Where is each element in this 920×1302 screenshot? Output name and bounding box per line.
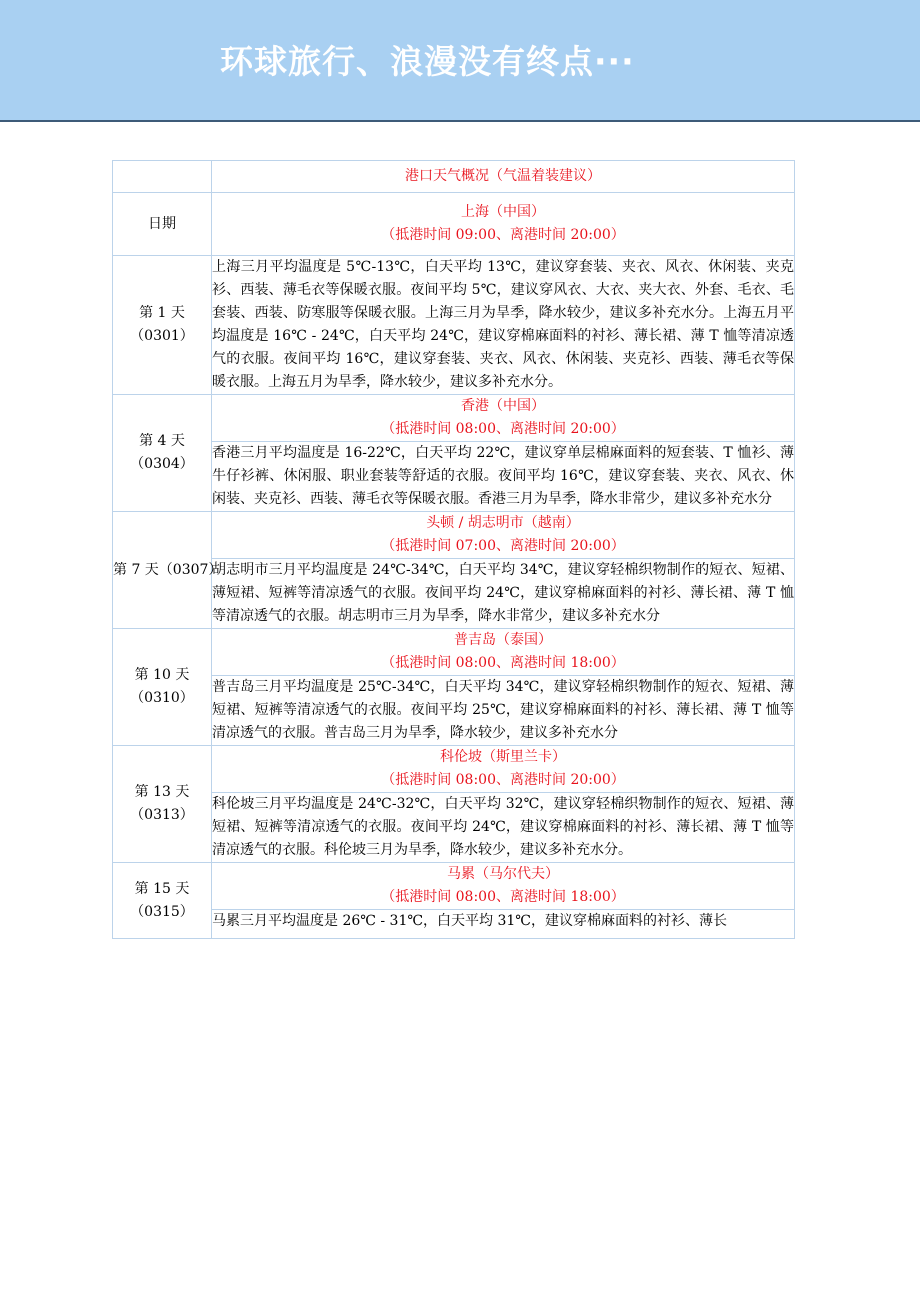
table-row [113,559,795,629]
weather-description: 普吉岛三月平均温度是 25℃-34℃，白天平均 34℃，建议穿轻棉织物制作的短衣、短裙、薄短裙、短裤等清凉透气的衣服。夜间平均 25℃，建议穿棉麻面料的衬衫、薄长裙、薄 T 恤等清凉透气的衣服。普吉岛三月为旱季，降水较少，建议多补充水分 [212,676,795,746]
port-times: （抵港时间 09:00、离港时间 20:00） [381,227,625,243]
port-name: 科伦坡（斯里兰卡） [440,749,566,765]
table-row [113,793,795,863]
port-name: 马累（马尔代夫） [447,866,559,882]
weather-description-text: 马累三月平均温度是 26℃ - 31℃，白天平均 31℃，建议穿棉麻面料的衬衫、薄长 [212,913,727,929]
table-row [113,512,795,559]
port-times: （抵港时间 08:00、离港时间 20:00） [381,772,625,788]
page-banner [0,0,920,122]
date-label: 日期 [113,193,212,256]
table-row [113,676,795,746]
table-row [113,910,795,939]
day-code: （0315） [130,903,194,920]
day-code: （0304） [130,456,194,472]
weather-description [212,910,795,939]
port-header-shanghai [212,193,795,256]
port-name: 香港（中国） [461,398,545,414]
caption-spacer-cell [113,161,212,193]
day-label: 第 13 天 [134,784,190,800]
port-name: 普吉岛（泰国） [454,632,552,648]
table-row [113,863,795,910]
table-row [113,629,795,676]
table-row [113,256,795,395]
day-cell [113,863,212,939]
weather-description: 上海三月平均温度是 5℃-13℃，白天平均 13℃，建议穿套装、夹衣、风衣、休闲装、夹克衫、西装、薄毛衣等保暖衣服。夜间平均 5℃，建议穿风衣、大衣、夹大衣、外套、毛衣、毛套装、西装、防寒服等保暖衣服。上海三月为旱季，降水较少，建议多补充水分。上海五月平均温度是 16℃ - 24℃，白天平均 24℃，建议穿棉麻面料的衬衫、薄长裙、薄 T 恤等清凉透气的衣服。夜间平均 16℃，建议穿套装、夹衣、风衣、休闲装、夹克衫、西装、薄毛衣等保暖衣服。上海五月为旱季，降水较少，建议多补充水分。 [212,256,795,395]
table-caption: 港口天气概况（气温着装建议） [212,161,795,193]
table-caption-row [113,161,795,193]
port-header [212,863,795,910]
port-times: （抵港时间 08:00、离港时间 18:00） [381,655,625,671]
day-code: （0310） [130,690,194,706]
day-cell [113,256,212,395]
day-label: 第 15 天 [134,880,190,897]
day-label: 第 10 天 [134,667,190,683]
port-times: （抵港时间 08:00、离港时间 20:00） [381,421,625,437]
weather-description: 科伦坡三月平均温度是 24℃-32℃，白天平均 32℃，建议穿轻棉织物制作的短衣、短裙、薄短裙、短裤等清凉透气的衣服。夜间平均 24℃，建议穿棉麻面料的衬衫、薄长裙、薄 T 恤等清凉透气的衣服。科伦坡三月为旱季，降水较少，建议多补充水分。 [212,793,795,863]
day-cell [113,512,223,629]
day-label: 第 7 天（0307） [113,561,223,578]
table-row [113,193,795,256]
port-weather-table [112,160,795,939]
port-header [212,395,795,442]
day-label: 第 4 天 [139,433,185,449]
day-cell [113,629,212,746]
port-times: （抵港时间 08:00、离港时间 18:00） [381,889,625,905]
port-times: （抵港时间 07:00、离港时间 20:00） [381,538,625,554]
weather-description: 香港三月平均温度是 16-22℃，白天平均 22℃，建议穿单层棉麻面料的短套装、T 恤衫、薄牛仔衫裤、休闲服、职业套装等舒适的衣服。夜间平均 16℃，建议穿套装、夹衣、风衣、休闲装、夹克衫、西装、薄毛衣等保暖衣服。香港三月为旱季，降水非常少，建议多补充水分 [212,442,795,512]
day-code: （0313） [130,807,194,823]
port-name: 上海（中国） [461,204,545,220]
day-cell [113,746,212,863]
day-code: （0301） [130,328,194,344]
day-label: 第 1 天 [139,305,185,321]
port-header [212,512,795,559]
table-row [113,746,795,793]
table-row [113,442,795,512]
table-row [113,395,795,442]
weather-description: 胡志明市三月平均温度是 24℃-34℃，白天平均 34℃，建议穿轻棉织物制作的短衣、短裙、薄短裙、短裤等清凉透气的衣服。夜间平均 24℃，建议穿棉麻面料的衬衫、薄长裙、薄 T 恤等清凉透气的衣服。胡志明市三月为旱季，降水非常少，建议多补充水分 [212,559,795,629]
port-header [212,746,795,793]
port-header [212,629,795,676]
day-cell [113,395,212,512]
banner-title: 环球旅行、浪漫没有终点··· [220,42,635,81]
port-name: 头顿 / 胡志明市（越南） [426,515,580,531]
